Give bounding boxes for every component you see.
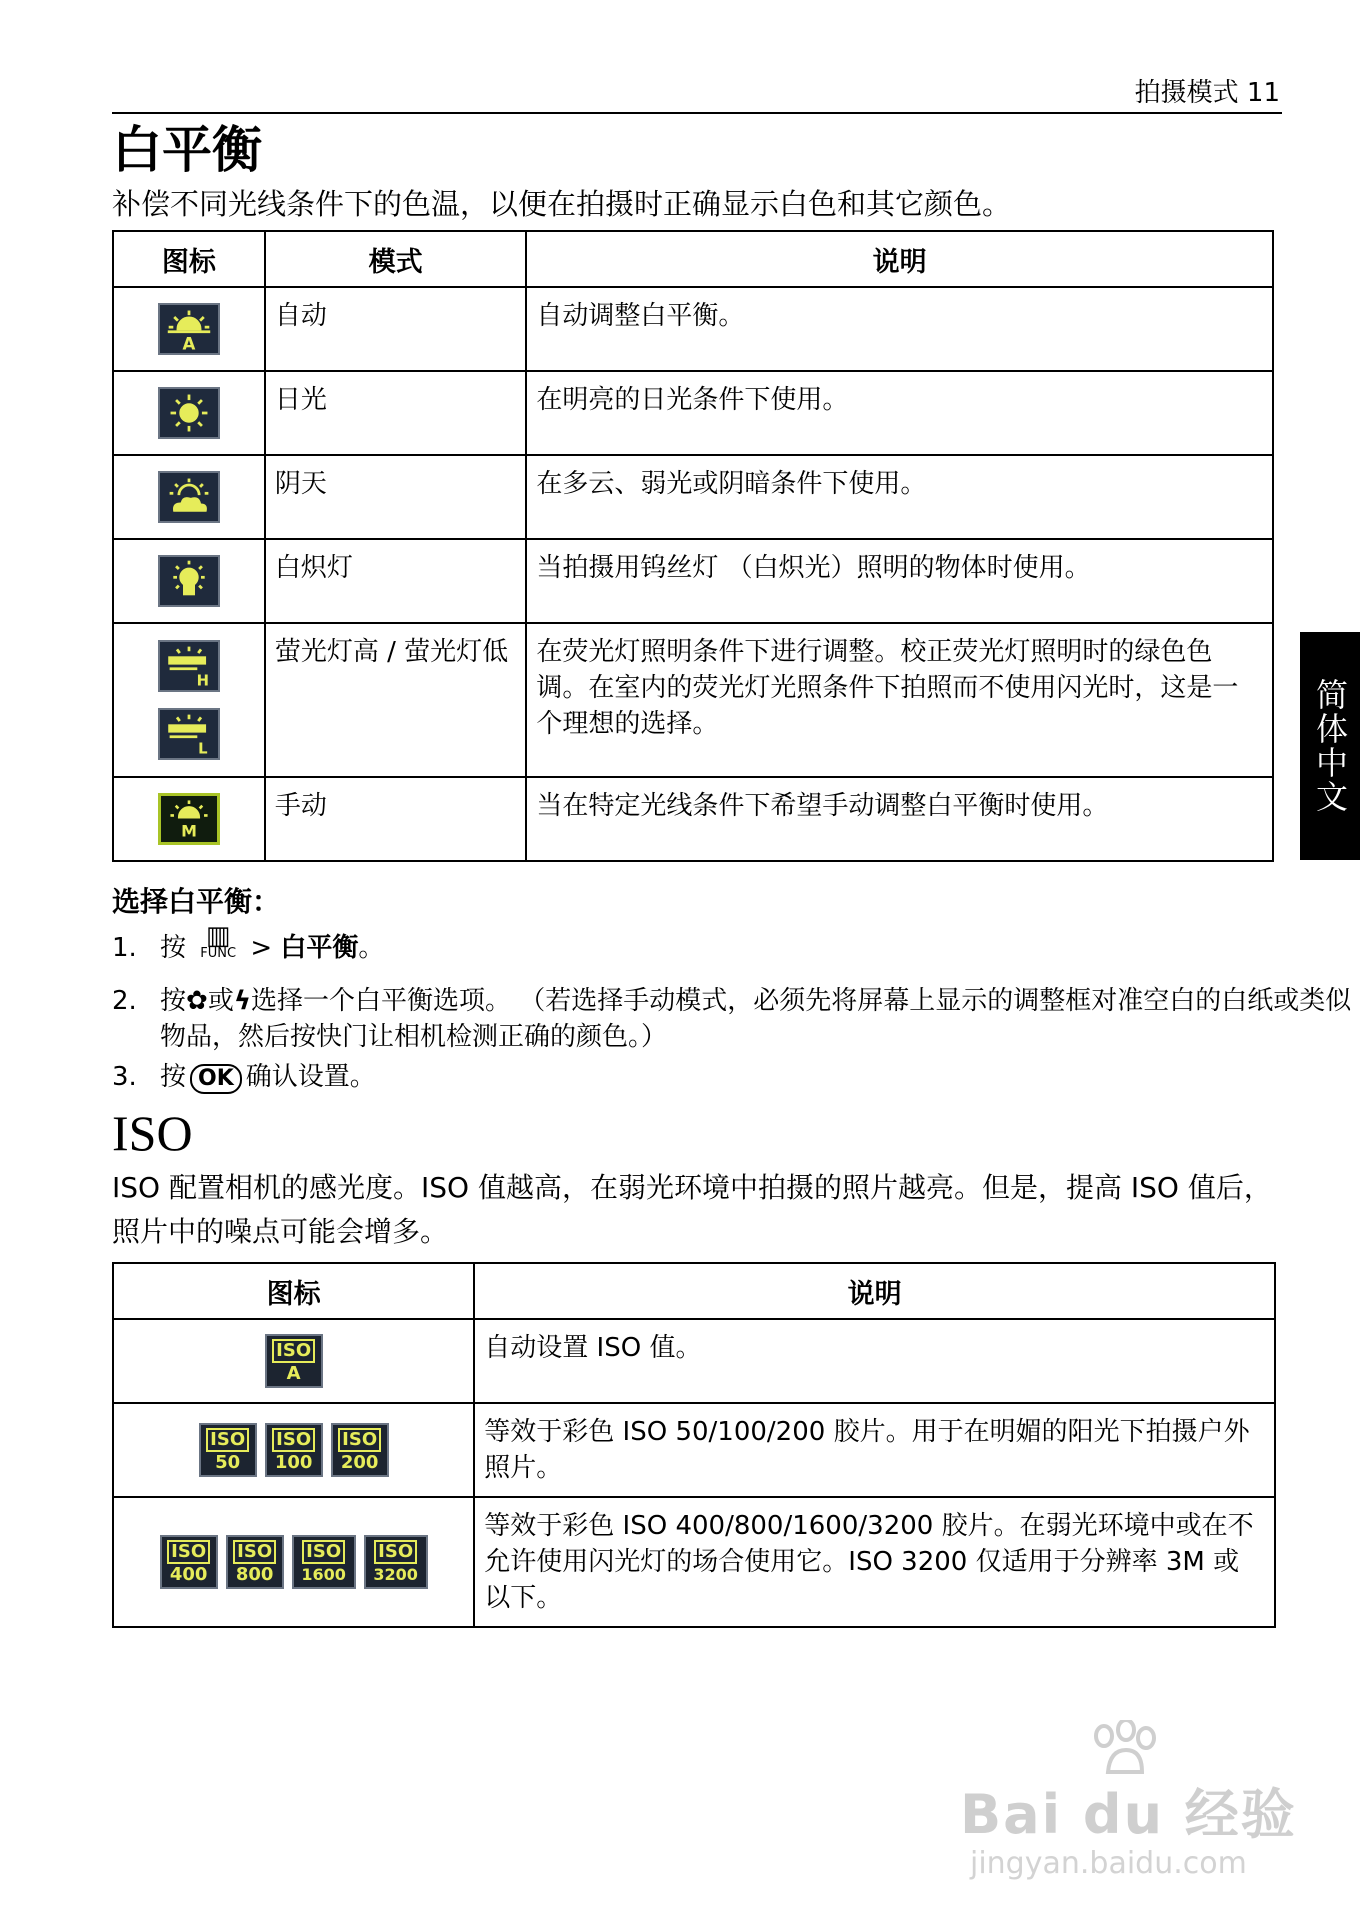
wb-daylight-icon (158, 387, 220, 439)
iso-1600-icon: ISO 1600 (292, 1535, 356, 1589)
wb-step-3: 3. 按 OK 确认设置。 (112, 1059, 1360, 1095)
wb-desc-manual: 当在特定光线条件下希望手动调整白平衡时使用。 (526, 777, 1273, 861)
iso-auto-icon: ISO A (265, 1334, 323, 1388)
language-tab[interactable] (1300, 632, 1360, 860)
wb-mode-auto: 自动 (265, 287, 527, 371)
iso-col-icon: 图标 (113, 1263, 474, 1319)
iso-intro: ISO 配置相机的感光度。ISO 值越高，在弱光环境中拍摄的照片越亮。但是，提高 ISO 值后，照片中的噪点可能会增多。 (112, 1171, 1272, 1248)
iso-200-icon: ISO 200 (331, 1423, 389, 1477)
func-button-icon: ▥ FUNC (200, 920, 237, 961)
table-row (113, 777, 1273, 861)
wb-fluorescent-low-icon (158, 708, 220, 760)
wb-menu-target: 白平衡 (280, 933, 359, 963)
wb-col-icon: 图标 (113, 231, 265, 287)
header-rule (112, 112, 1282, 114)
iso-desc-low: 等效于彩色 ISO 50/100/200 胶片。用于在明媚的阳光下拍摄户外照片。 (474, 1403, 1275, 1497)
wb-section-title: 白平衡 (112, 121, 262, 179)
iso-section-title: ISO (112, 1105, 193, 1161)
wb-desc-auto: 自动调整白平衡。 (526, 287, 1273, 371)
wb-table-header (113, 231, 1273, 287)
iso-col-desc: 说明 (474, 1263, 1275, 1319)
wb-tungsten-icon (158, 555, 220, 607)
wb-table (112, 230, 1274, 862)
table-row (113, 371, 1273, 455)
step-number: 2. (112, 986, 137, 1016)
wb-step-2: 2. 按✿或ϟ选择一个白平衡选项。 （若选择手动模式，必须先将屏幕上显示的调整框对准空白的白纸或类似物品，然后按快门让相机检测正确的颜色。） (112, 983, 1360, 1055)
wb-col-desc: 说明 (526, 231, 1273, 287)
iso-desc-auto: 自动设置 ISO 值。 (474, 1319, 1275, 1403)
svg-text:A: A (182, 334, 196, 353)
wb-fluorescent-high-icon (158, 640, 220, 692)
table-row (113, 1403, 1275, 1497)
iso-100-icon: ISO 100 (265, 1423, 323, 1477)
wb-mode-manual: 手动 (265, 777, 527, 861)
wb-cloudy-icon (158, 471, 220, 523)
wb-manual-icon (158, 793, 220, 845)
watermark-brand: Bai du 经验 (960, 1783, 1297, 1846)
language-tab-label: 简体中文 (1311, 678, 1349, 814)
iso-table (112, 1262, 1276, 1628)
wb-mode-tungsten: 白炽灯 (265, 539, 527, 623)
table-row (113, 287, 1273, 371)
wb-step-1: 1. 按 ▥ FUNC > 白平衡。 (112, 930, 1360, 967)
wb-howto-heading: 选择白平衡： (112, 885, 281, 918)
svg-text:H: H (196, 672, 209, 690)
iso-400-icon: ISO 400 (160, 1535, 218, 1589)
wb-mode-fluorescent: 萤光灯高 / 萤光灯低 (265, 623, 527, 777)
step-number: 3. (112, 1062, 137, 1092)
step-number: 1. (112, 933, 137, 963)
table-row (113, 539, 1273, 623)
iso-desc-high: 等效于彩色 ISO 400/800/1600/3200 胶片。在弱光环境中或在不允许使用闪光灯的场合使用它。ISO 3200 仅适用于分辨率 3M 或以下。 (474, 1497, 1275, 1627)
wb-desc-fluorescent: 在荧光灯照明条件下进行调整。校正荧光灯照明时的绿色色调。在室内的荧光灯光照条件下拍照而不使用闪光时，这是一个理想的选择。 (526, 623, 1273, 777)
table-row (113, 455, 1273, 539)
wb-mode-cloudy: 阴天 (265, 455, 527, 539)
iso-50-icon: ISO 50 (199, 1423, 257, 1477)
svg-text:M: M (180, 821, 197, 841)
table-row (113, 1497, 1275, 1627)
iso-3200-icon: ISO 3200 (364, 1535, 428, 1589)
wb-mode-daylight: 日光 (265, 371, 527, 455)
table-row (113, 623, 1273, 777)
paw-logo-icon (1080, 1720, 1170, 1780)
wb-col-mode: 模式 (265, 231, 527, 287)
table-row (113, 1319, 1275, 1403)
iso-table-header (113, 1263, 1275, 1319)
wb-desc-daylight: 在明亮的日光条件下使用。 (526, 371, 1273, 455)
wb-intro: 补偿不同光线条件下的色温，以便在拍摄时正确显示白色和其它颜色。 (112, 187, 1012, 221)
wb-desc-tungsten: 当拍摄用钨丝灯 （白炽光）照明的物体时使用。 (526, 539, 1273, 623)
page-header: 拍摄模式 11 (1134, 78, 1280, 108)
watermark (960, 1720, 1300, 1900)
flash-button-icon: ϟ (233, 986, 251, 1016)
watermark-url: jingyan.baidu.com (970, 1846, 1247, 1881)
svg-text:L: L (198, 740, 208, 758)
wb-auto-icon (158, 303, 220, 355)
iso-800-icon: ISO 800 (226, 1535, 284, 1589)
ok-button-icon: OK (190, 1064, 242, 1094)
wb-desc-cloudy: 在多云、弱光或阴暗条件下使用。 (526, 455, 1273, 539)
macro-button-icon: ✿ (186, 986, 208, 1016)
